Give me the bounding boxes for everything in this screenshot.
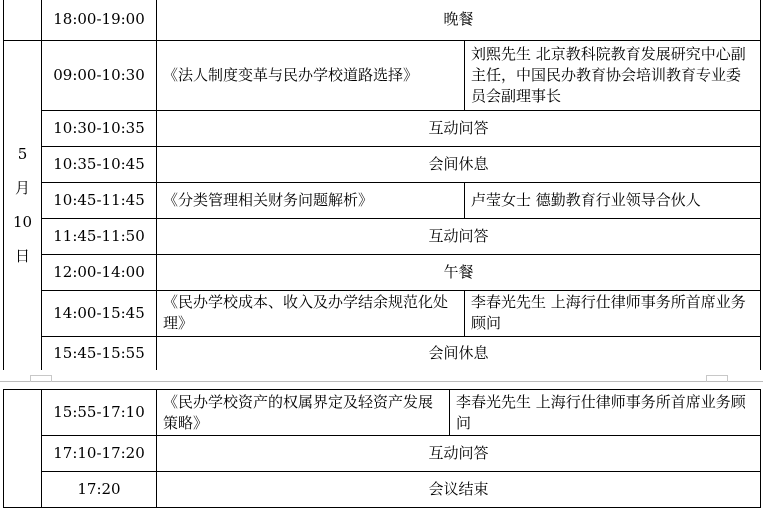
date-part: 5 xyxy=(17,145,28,163)
speaker-cell: 李春光先生 上海行仕律师事务所首席业务顾问 xyxy=(450,390,761,436)
table-row xyxy=(4,182,761,218)
date-part: 日 xyxy=(14,247,30,265)
time-cell: 15:55-17:10 xyxy=(42,390,157,436)
session-cell: 互动问答 xyxy=(157,110,761,146)
date-cell xyxy=(4,40,42,370)
time-cell: 10:45-11:45 xyxy=(42,182,157,218)
table-row xyxy=(4,110,761,146)
time-cell: 10:35-10:45 xyxy=(42,146,157,182)
table-row xyxy=(4,290,761,336)
topic-cell: 《民办学校成本、收入及办学结余规范化处理》 xyxy=(157,290,465,336)
date-cell-empty xyxy=(4,390,42,508)
time-cell: 18:00-19:00 xyxy=(42,0,157,40)
table-row xyxy=(4,0,761,40)
time-cell: 15:45-15:55 xyxy=(42,336,157,370)
speaker-cell: 李春光先生 上海行仕律师事务所首席业务顾问 xyxy=(465,290,761,336)
table-row xyxy=(4,218,761,254)
time-cell: 09:00-10:30 xyxy=(42,40,157,110)
schedule-table-page-1 xyxy=(3,0,761,371)
time-cell: 11:45-11:50 xyxy=(42,218,157,254)
topic-cell: 《民办学校资产的权属界定及轻资产发展策略》 xyxy=(157,390,450,436)
page-corner-mark xyxy=(30,375,52,382)
date-part: 月 xyxy=(14,179,30,197)
table-row xyxy=(4,40,761,110)
session-cell: 会间休息 xyxy=(157,146,761,182)
time-cell: 12:00-14:00 xyxy=(42,254,157,290)
time-cell: 17:10-17:20 xyxy=(42,436,157,472)
session-cell: 互动问答 xyxy=(157,436,761,472)
time-cell: 14:00-15:45 xyxy=(42,290,157,336)
date-part: 10 xyxy=(12,213,33,231)
page-corner-mark xyxy=(706,375,728,382)
page-separator xyxy=(0,381,763,382)
session-cell: 会议结束 xyxy=(157,472,761,508)
time-cell: 10:30-10:35 xyxy=(42,110,157,146)
table-row xyxy=(4,390,761,436)
topic-cell: 《法人制度变革与民办学校道路选择》 xyxy=(157,40,465,110)
session-cell: 晚餐 xyxy=(157,0,761,40)
time-cell: 17:20 xyxy=(42,472,157,508)
table-row xyxy=(4,254,761,290)
topic-cell: 《分类管理相关财务问题解析》 xyxy=(157,182,465,218)
table-row xyxy=(4,146,761,182)
speaker-cell: 卢莹女士 德勤教育行业领导合伙人 xyxy=(465,182,761,218)
session-cell: 会间休息 xyxy=(157,336,761,370)
table-row xyxy=(4,336,761,370)
speaker-cell: 刘熙先生 北京教科院教育发展研究中心副主任，中国民办教育协会培训教育专业委员会副理事长 xyxy=(465,40,761,110)
table-row xyxy=(4,472,761,508)
session-cell: 互动问答 xyxy=(157,218,761,254)
date-cell-empty xyxy=(4,0,42,40)
schedule-table-page-2 xyxy=(3,389,761,508)
session-cell: 午餐 xyxy=(157,254,761,290)
table-row xyxy=(4,436,761,472)
